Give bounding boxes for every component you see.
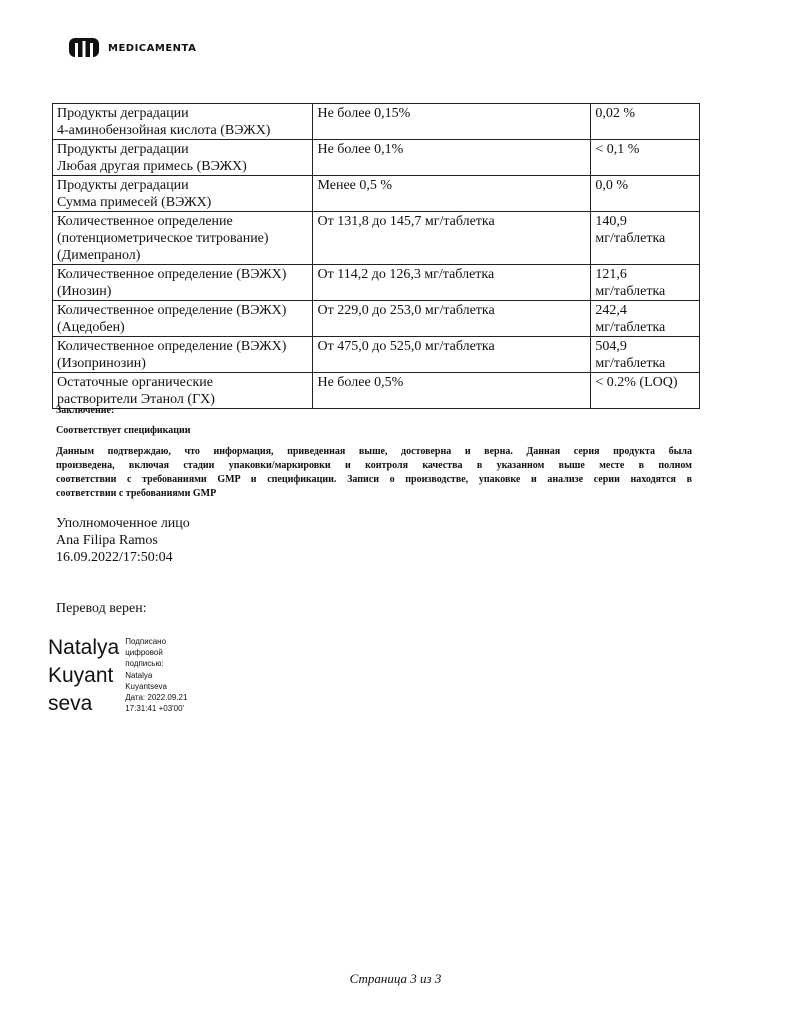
test-name-line: Количественное определение (ВЭЖХ) <box>57 303 287 318</box>
result-line: мг/таблетка <box>595 356 666 371</box>
test-name-line: Продукты деградации <box>57 142 189 157</box>
result-line: < 0,1 % <box>595 142 640 157</box>
specification-cell <box>313 265 591 301</box>
test-name-line: 4-аминобензойная кислота (ВЭЖХ) <box>57 123 271 138</box>
result-line: 242,4 <box>595 303 627 318</box>
statement-line: соответствии с требованиями GMP <box>56 488 217 499</box>
specification-line: От 475,0 до 525,0 мг/таблетка <box>317 339 495 354</box>
specification-line: Менее 0,5 % <box>317 178 393 193</box>
company-logo <box>68 34 196 58</box>
specification-line: Не более 0,1% <box>317 142 404 157</box>
logo-wordmark: MEDICAMENTA <box>108 42 197 54</box>
test-name-line: (потенциометрическое титрование) <box>57 231 269 246</box>
test-name-line: (Димепранол) <box>57 248 141 263</box>
result-cell <box>591 301 700 337</box>
signature-detail-line: Подписано <box>125 637 167 646</box>
table-row <box>53 176 700 212</box>
specification-cell <box>313 337 591 373</box>
table-row <box>53 212 700 265</box>
conclusion-label: Заключение: <box>56 405 115 416</box>
specification-line: От 131,8 до 145,7 мг/таблетка <box>317 214 495 229</box>
specification-cell <box>313 104 591 140</box>
signer-name-line: Kuyant <box>48 664 114 687</box>
digital-signature <box>48 634 187 718</box>
result-line: мг/таблетка <box>595 320 666 335</box>
specification-cell <box>313 176 591 212</box>
test-name-cell <box>53 176 313 212</box>
table-row <box>53 265 700 301</box>
test-name-line: Количественное определение <box>57 214 233 229</box>
table-row <box>53 104 700 140</box>
digital-signature-name <box>48 634 119 718</box>
signer-name-line: seva <box>48 692 93 715</box>
test-name-cell <box>53 104 313 140</box>
specification-table <box>52 103 700 409</box>
test-name-line: Любая другая примесь (ВЭЖХ) <box>57 159 247 174</box>
result-line: 140,9 <box>595 214 627 229</box>
result-line: 0,02 % <box>595 106 636 121</box>
signer-name-line: Natalya <box>48 636 120 659</box>
test-name-line: (Изопринозин) <box>57 356 146 371</box>
signature-detail-line: Natalya <box>125 670 153 680</box>
specification-cell <box>313 373 591 409</box>
table-row <box>53 140 700 176</box>
test-name-line: Продукты деградации <box>57 178 189 193</box>
specification-line: Не более 0,15% <box>317 106 411 121</box>
page-number: Страница 3 из 3 <box>349 971 442 986</box>
test-name-line: (Инозин) <box>57 284 112 299</box>
test-name-line: Сумма примесей (ВЭЖХ) <box>57 195 212 210</box>
conclusion-verdict: Соответствует спецификации <box>56 425 191 436</box>
specification-line: Не более 0,5% <box>317 375 404 390</box>
signature-detail-line: цифровой <box>125 648 163 658</box>
digital-signature-details <box>125 634 187 718</box>
result-line: мг/таблетка <box>595 284 666 299</box>
signature-detail-line: Kuyantseva <box>125 681 168 691</box>
test-name-line: Продукты деградации <box>57 106 189 121</box>
table-row <box>53 301 700 337</box>
test-name-cell <box>53 140 313 176</box>
signatory-name: Ana Filipa Ramos <box>56 533 158 548</box>
specification-cell <box>313 212 591 265</box>
specification-line: От 114,2 до 126,3 мг/таблетка <box>317 267 495 282</box>
test-name-line: Количественное определение (ВЭЖХ) <box>57 267 287 282</box>
result-line: < 0.2% (LOQ) <box>595 375 678 390</box>
result-line: мг/таблетка <box>595 231 666 246</box>
result-cell <box>591 337 700 373</box>
test-name-cell <box>53 301 313 337</box>
signature-detail-line: 17:31:41 +03'00' <box>125 704 185 714</box>
statement-line: Данным подтверждаю, что информация, приведенная выше, достоверна и верна. Данная серия продукта была <box>56 446 692 457</box>
result-cell <box>591 104 700 140</box>
statement-line: соответствии с требованиями GMP и спецификации. Записи о производстве, упаковке и анализе серии находятся в <box>56 474 692 485</box>
signatory-role: Уполномоченное лицо <box>56 516 190 531</box>
signatory-datetime: 16.09.2022/17:50:04 <box>56 550 173 565</box>
confirmation-statement <box>56 445 692 501</box>
medicamenta-logo-icon <box>68 34 100 58</box>
authorized-person-block <box>56 515 190 566</box>
table-row <box>53 373 700 409</box>
translation-label: Перевод верен: <box>56 601 147 616</box>
result-line: 504,9 <box>595 339 627 354</box>
test-name-cell <box>53 212 313 265</box>
signature-detail-line: Дата: 2022.09.21 <box>125 693 188 703</box>
result-line: 121,6 <box>595 267 627 282</box>
specification-cell <box>313 140 591 176</box>
result-cell <box>591 140 700 176</box>
test-name-cell <box>53 337 313 373</box>
test-name-line: растворители Этанол (ГХ) <box>57 392 215 407</box>
test-name-line: Количественное определение (ВЭЖХ) <box>57 339 287 354</box>
specification-cell <box>313 301 591 337</box>
test-name-line: (Ацедобен) <box>57 320 125 335</box>
signature-detail-line: подписью: <box>125 659 164 669</box>
result-line: 0,0 % <box>595 178 629 193</box>
statement-line: произведена, включая стадии упаковки/маркировки и контроля качества в указанном выше месте в полном <box>56 460 692 471</box>
result-cell <box>591 265 700 301</box>
result-cell <box>591 212 700 265</box>
specification-line: От 229,0 до 253,0 мг/таблетка <box>317 303 495 318</box>
table-row <box>53 337 700 373</box>
result-cell <box>591 373 700 409</box>
test-name-cell <box>53 265 313 301</box>
test-name-line: Остаточные органические <box>57 375 213 390</box>
result-cell <box>591 176 700 212</box>
